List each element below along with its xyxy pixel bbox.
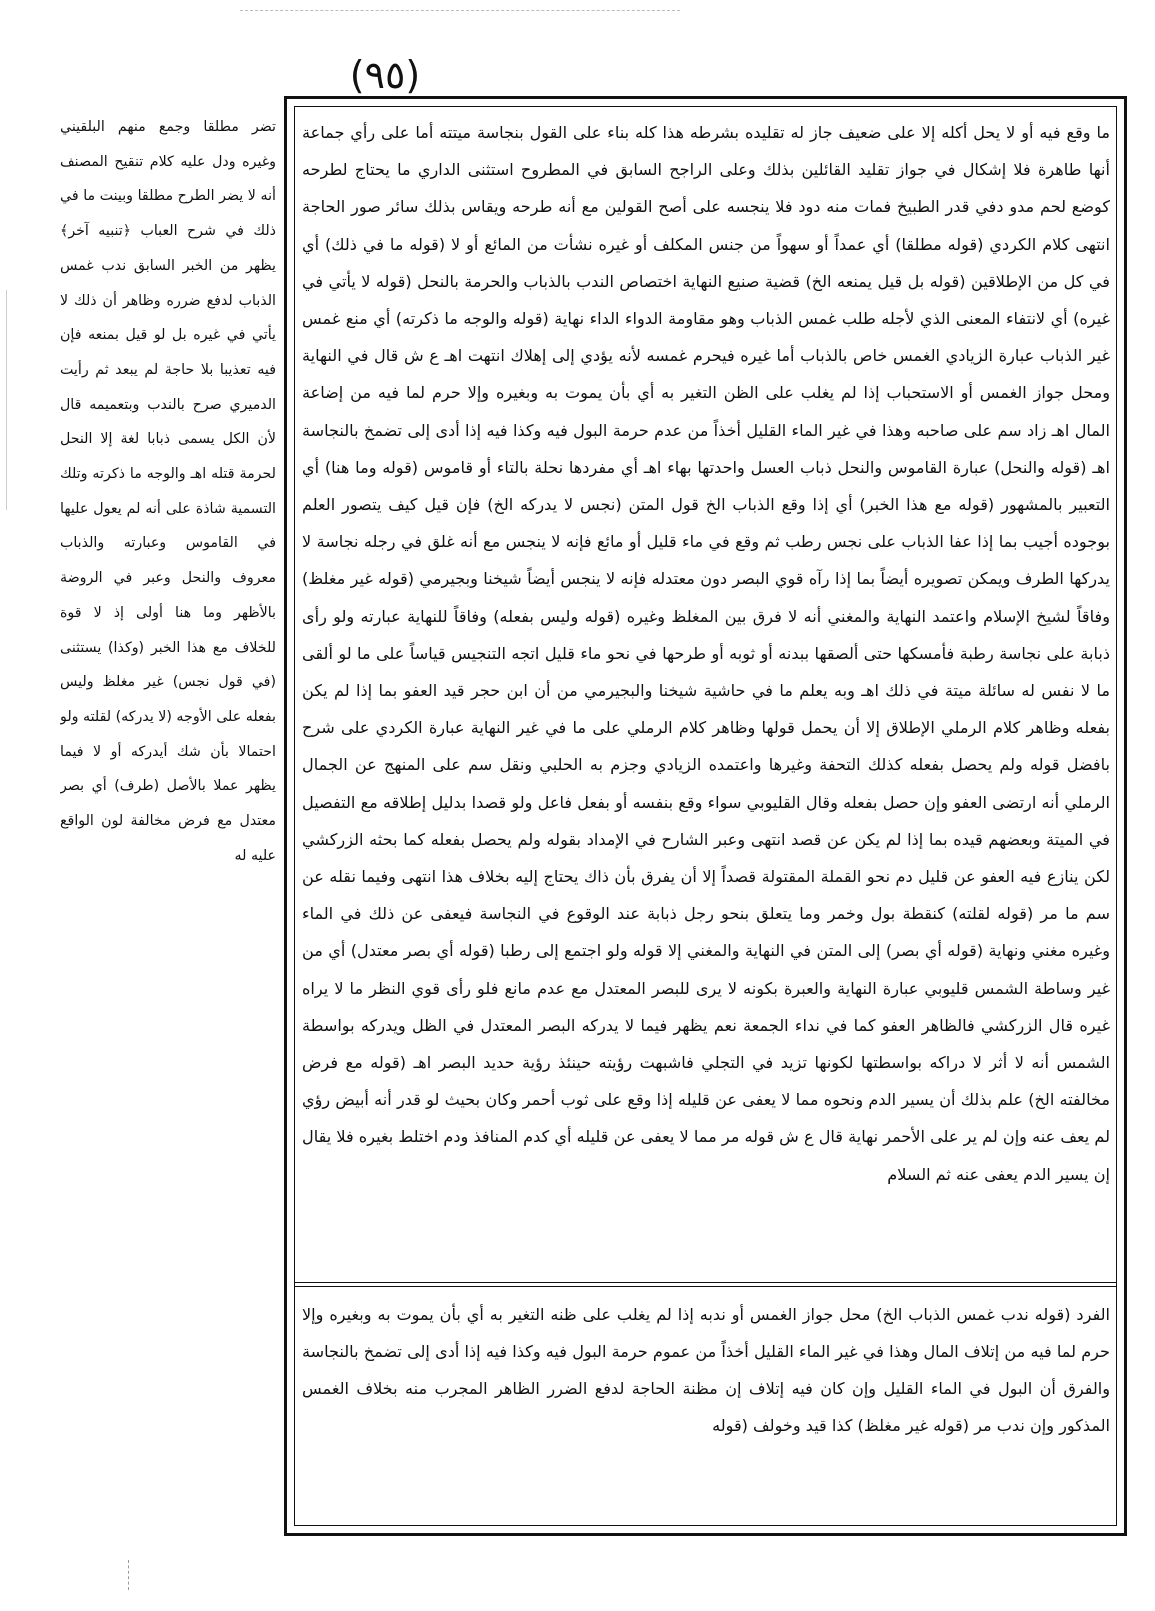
commentary-main-text: ما وقع فيه أو لا يحل أكله إلا على ضعيف جاز له تقليده بشرطه هذا كله بناء على القول بنجاسة ميتته أما على رأي جماعة أنها طاهرة فلا إشكال في جواز تقليد القائلين بذلك وعلى الراجح السابق في المطروح استثنى الداري ما يحتاج لطرحه كوضع لحم مدو دفي قدر الطبيخ فمات منه دود فلا ينجسه على أصح القولين مع أنه طرحه ويقاس بذلك سائر صور الحاجة انتهى كلام الكردي (قوله مطلقا) أي عمداً أو سهواً من جنس المكلف أو غيره نشأت من المائع أو لا (قوله ما في ذلك) أي في كل من الإطلاقين (قوله بل قيل يمنعه الخ) قضية صنيع النهاية اختصاص الندب بالذباب والحرمة بالنحل (قوله لا يأتي في غيره) أي لانتفاء المعنى الذي لأجله طلب غمس الذباب وهو مقاومة الدواء الداء نهاية (قوله والوجه ما ذكرته) أي منع غمس غير الذباب عبارة الزيادي الغمس خاص بالذباب أما غيره فيحرم غمسه لأنه يؤدي إلى إهلاك انتهت اهـ ع ش قال في النهاية ومحل جواز الغمس أو الاستحباب إذا لم يغلب على الظن التغير به أي بأن يموت به وبغيره وإلا حرم لما فيه من إضاعة المال اهـ زاد سم على صاحبه وهذا في غير الماء القليل أخذاً من عدم حرمة البول فيه وكذا فيه إذا أدى إلى تضمخ بالنجاسة اهـ (قوله والنحل) عبارة القاموس والنحل ذباب العسل واحدتها بهاء اهـ أي مفردها نحلة بالتاء أو قاموس (قوله وما هنا) أي التعبير بالمشهور (قوله مع هذا الخبر) أي إذا وقع الذباب الخ قول المتن (نجس لا يدركه الخ) فإن قيل كيف يتصور العلم بوجوده أجيب بما إذا عفا الذباب على نجس رطب ثم وقع في ماء قليل أو مائع فإنه لا ينجس مع أنه غلق في رجله نجاسة لا يدركها الطرف ويمكن تصويره أيضاً بما إذا رآه قوي البصر دون معتدله فإنه لا ينجس أيضاً شيخنا وبجيرمي (قوله غير مغلظ) وفاقاً لشيخ الإسلام واعتمد النهاية والمغني أنه لا فرق بين المغلظ وغيره (قوله وليس بفعله) وفاقاً للنهاية عبارته ولو رأى ذبابة على نجاسة رطبة فأمسكها حتى ألصقها ببدنه أو ثوبه أو طرحها في نحو ماء قليل اتجه التنجيس قياساً على ما لو ألقى ما لا نفس له سائلة ميتة في ذلك اهـ وبه يعلم ما في حاشية شيخنا والبجيرمي من أن ابن حجر قيد العفو بما إذا لم يكن بفعله وظاهر كلام الرملي الإطلاق إلا أن يحمل قولها وظاهر كلام الرملي على ما في غير النهاية عبارة الكردي على شرح بافضل قوله ولم يحصل بفعله كذلك التحفة وغيرها واعتمده الزيادي وجزم به الحلبي ونقل سم على المنهج عن الجمال الرملي أنه ارتضى العفو وإن حصل بفعله وقال القليوبي سواء وقع بنفسه أو بفعل فاعل ولو قصدا بدليل إطلاقه مع التفصيل في الميتة وبعضهم قيده بما إذا لم يكن عن قصد انتهى وعبر الشارح في الإمداد بقوله ولم يحصل بفعله كما بحثه الزركشي لكن ينازع فيه العفو عن قليل دم نحو القملة المقتولة قصداً إلا أن يفرق بأن ذاك يحتاج إليه بخلاف هذا انتهى وفيما نقله عن سم ما مر (قوله لقلته) كنقطة بول وخمر وما يتعلق بنحو رجل ذبابة عند الوقوع في النجاسة فيعفى عن ذلك في الماء وغيره مغني ونهاية (قوله أي بصر) إلى المتن في النهاية والمغني إلا قوله ولو اجتمع إلى رطبا (قوله أي بصر معتدل) أي من غير وساطة الشمس قليوبي عبارة النهاية والعبرة بكونه لا يرى للبصر المعتدل مع عدم مانع فلو رأى قوي النظر ما لا يراه غيره قال الزركشي فالظاهر العفو كما في نداء الجمعة نعم يظهر فيما لا يدركه البصر المعتدل في الظل ويدركه بواسطة الشمس أنه لا أثر لا دراكه بواسطتها لكونها تزيد في التجلي فاشبهت رؤيته حينئذ رؤية حديد البصر اهـ (قوله مع فرض مخالفته الخ) علم بذلك أن يسير الدم ونحوه مما لا يعفى عن قليله إذا وقع على ثوب أحمر وكان بحيث لو قدر أنه أبيض رؤي لم يعف عنه وإن لم ير على الأحمر نهاية قال ع ش قوله مر مما لا يعفى عن قليله أي كدم المنافذ ودم اختلط بغيره فلا يقال إن يسير الدم يعفى عنه ثم السلام [302,123,1110,1184]
section-divider [294,1282,1117,1287]
page-number: (٩٥) [349,53,421,97]
margin-matn-text: تضر مطلقا وجمع منهم البلقيني وغيره ودل عليه كلام تنقيح المصنف أنه لا يضر الطرح مطلقا وبينت ما في ذلك في شرح العباب ﴿تنبيه آخر﴾ يظهر من الخبر السابق ندب غمس الذباب لدفع ضرره وظاهر أن ذلك لا يأتي في غيره بل لو قيل بمنعه فإن فيه تعذيبا بلا حاجة لم يبعد ثم رأيت الدميري صرح بالندب وبتعميمه قال لأن الكل يسمى ذبابا لغة إلا النحل لحرمة قتله اهـ والوجه ما ذكرته وتلك التسمية شاذة على أنه لم يعول عليها في القاموس وعبارته والذباب معروف والنحل وعبر في الروضة بالأظهر وما هنا أولى إذ لا قوة للخلاف مع هذا الخبر (وكذا) يستثنى (في قول نجس) غير مغلظ وليس بفعله على الأوجه (لا يدركه) لقلته ولو احتمالا بأن شك أيدركه أو لا فيما يظهر عملا بالأصل (طرف) أي بصر معتدل مع فرض مخالفة لون الواقع عليه له [60,119,276,864]
footnote-commentary-text: الفرد (قوله ندب غمس الذباب الخ) محل جواز الغمس أو ندبه إذا لم يغلب على ظنه التغير به أي بأن يموت به وبغيره وإلا حرم لما فيه من إتلاف المال وهذا في غير الماء القليل أخذاً من عموم حرمة البول فيه وكذا فيه إذا أدى إلى تضمخ بالنجاسة والفرق أن البول في الماء القليل وإن كان فيه إتلاف إن مظنة الحاجة لدفع الضرر الظاهر المجرب منه بخلاف الغمس المذكور وإن ندب مر (قوله غير مغلظ) كذا قيد وخولف (قوله [302,1305,1110,1435]
top-scan-rule [240,10,680,11]
scan-edge-mark [6,290,8,510]
bottom-scan-mark [128,1560,131,1590]
